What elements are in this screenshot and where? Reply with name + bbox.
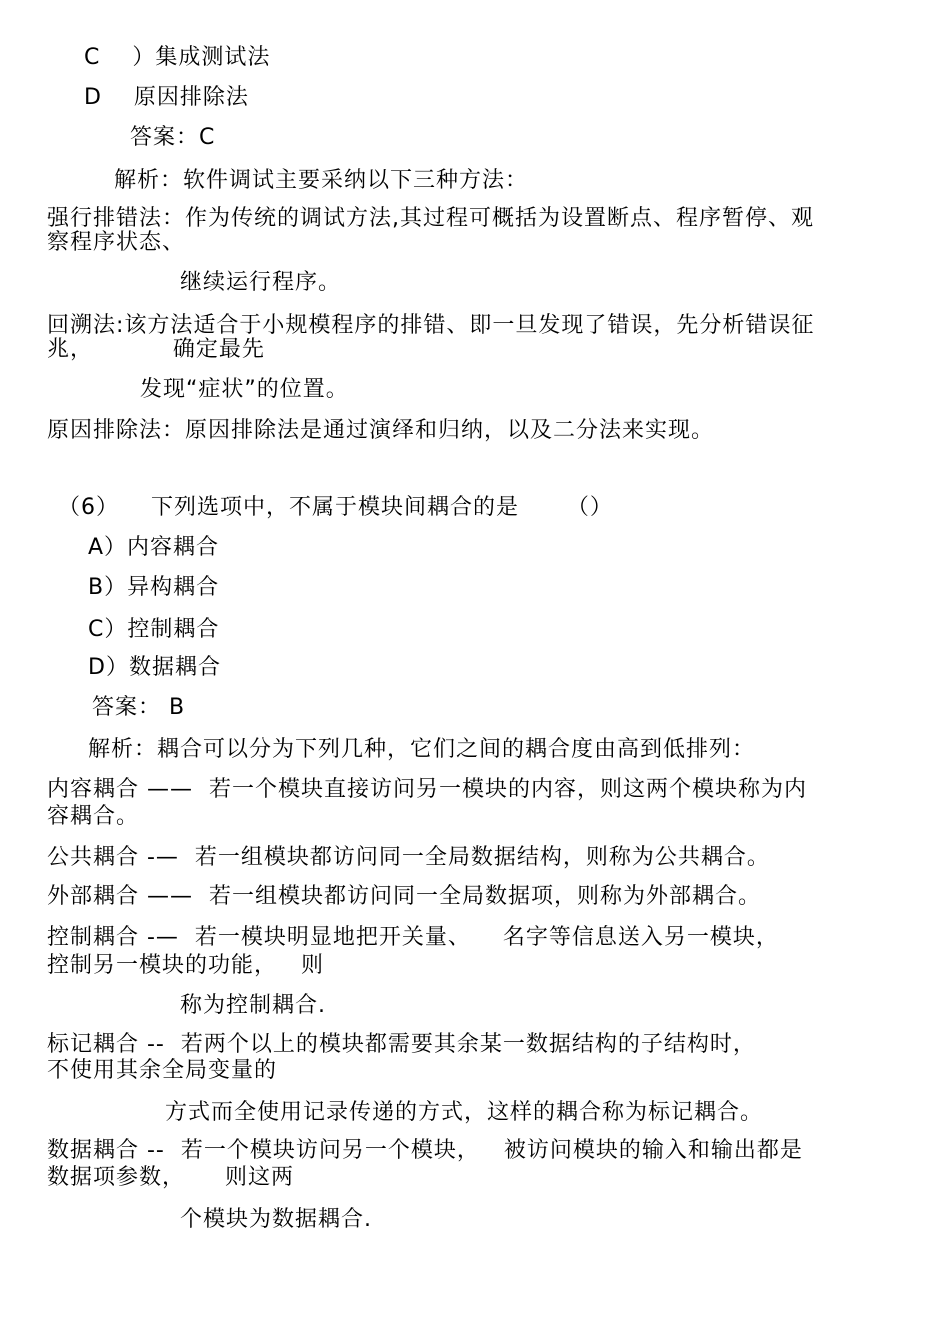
analysis-text-line: 回溯法:该方法适合于小规模程序的排错、即一旦发现了错误，先分析错误征	[47, 313, 815, 338]
analysis-text-line: 强行排错法：作为传统的调试方法,其过程可概括为设置断点、程序暂停、观	[47, 206, 814, 231]
analysis-text-line: 容耦合。	[47, 804, 140, 829]
analysis-text-line: 方式而全使用记录传递的方式，这样的耦合称为标记耦合。	[165, 1100, 764, 1125]
answer-line: 答案： B	[92, 695, 186, 720]
analysis-text-line: 个模块为数据耦合.	[180, 1207, 372, 1232]
analysis-text-line: 察程序状态、	[47, 230, 186, 255]
answer-line: 答案：C	[130, 125, 216, 150]
analysis-text-line: 标记耦合 -- 若两个以上的模块都需要其余某一数据结构的子结构时，	[47, 1032, 756, 1057]
analysis-text-line: 数据耦合 -- 若一个模块访问另一个模块， 被访问模块的输入和输出都是	[47, 1138, 803, 1163]
analysis-text-line: 数据项参数， 则这两	[47, 1165, 294, 1190]
analysis-text-line: 继续运行程序。	[180, 270, 342, 295]
analysis-text-line: 公共耦合 -— 若一组模块都访问同一全局数据结构，则称为公共耦合。	[47, 845, 770, 870]
analysis-text-line: 发现“症状”的位置。	[140, 377, 349, 402]
option-a: A）内容耦合	[88, 535, 220, 560]
analysis-intro: 解析：耦合可以分为下列几种，它们之间的耦合度由高到低排列：	[88, 737, 756, 762]
analysis-text-line: 控制耦合 -— 若一模块明显地把开关量、 名字等信息送入另一模块，	[47, 925, 779, 950]
analysis-text-line: 内容耦合 —— 若一个模块直接访问另一模块的内容，则这两个模块称为内	[47, 777, 807, 802]
option-d-line: D 原因排除法	[84, 85, 249, 110]
option-c-line: C ）集成测试法	[84, 45, 271, 70]
analysis-text-line: 称为控制耦合.	[180, 993, 326, 1018]
analysis-intro: 解析：软件调试主要采纳以下三种方法：	[114, 168, 529, 193]
question-6-title: （6） 下列选项中，不属于模块间耦合的是 （）	[58, 495, 613, 520]
option-b: B）异构耦合	[88, 575, 220, 600]
analysis-text-line: 兆， 确定最先	[47, 337, 265, 362]
analysis-text-line: 外部耦合 —— 若一组模块都访问同一全局数据项，则称为外部耦合。	[47, 884, 761, 909]
analysis-text-line: 控制另一模块的功能， 则	[47, 953, 324, 978]
analysis-text-line: 原因排除法：原因排除法是通过演绎和归纳，以及二分法来实现。	[47, 418, 715, 443]
option-c: C）控制耦合	[88, 617, 220, 642]
option-d: D）数据耦合	[88, 655, 221, 680]
analysis-text-line: 不使用其余全局变量的	[47, 1058, 278, 1083]
